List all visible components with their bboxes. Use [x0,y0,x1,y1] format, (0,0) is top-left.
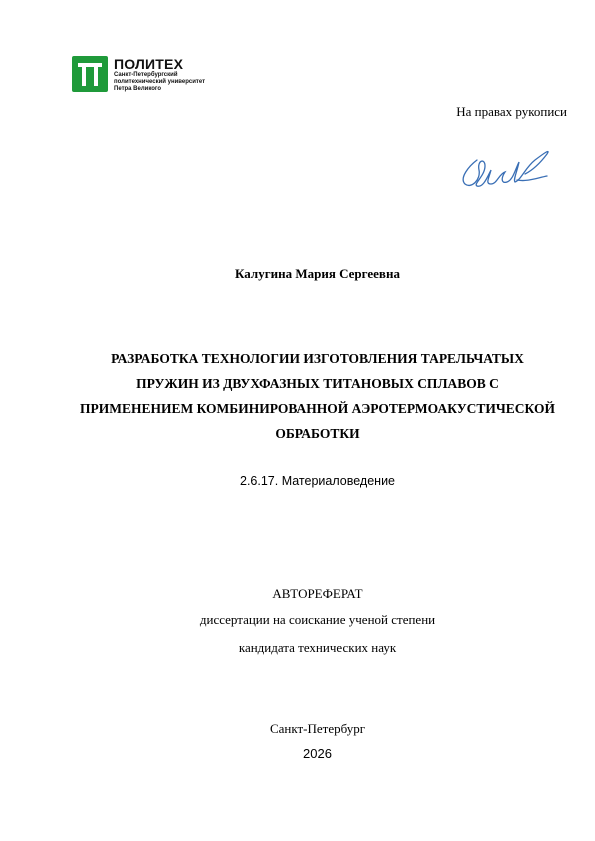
rights-note: На правах рукописи [456,104,567,119]
title-line: ОБРАБОТКИ [275,426,360,441]
logo-subtitle [114,72,224,93]
academic-degree: кандидата технических наук [238,640,397,655]
dissertation-title [40,346,595,446]
city: Санкт-Петербург [269,721,366,736]
logo-subtitle-line: политехнический университет [114,79,206,85]
year: 2026 [303,746,332,761]
handwritten-signature [455,140,555,195]
author-name: Калугина Мария Сергеевна [235,266,400,281]
specialty-code: 2.6.17. Материаловедение [240,474,395,488]
title-line: ПРУЖИН ИЗ ДВУХФАЗНЫХ ТИТАНОВЫХ СПЛАВОВ С [136,376,499,391]
document-purpose: диссертации на соискание ученой степени [199,612,436,627]
polytech-pi-icon [72,56,108,92]
title-line: ПРИМЕНЕНИЕМ КОМБИНИРОВАННОЙ АЭРОТЕРМОАКУСТИЧЕСКОЙ [79,401,556,416]
university-logo [72,56,222,96]
logo-name: ПОЛИТЕХ [114,56,184,72]
document-type: АВТОРЕФЕРАТ [272,586,363,601]
title-line: РАЗРАБОТКА ТЕХНОЛОГИИ ИЗГОТОВЛЕНИЯ ТАРЕЛЬЧАТЫХ [111,351,524,366]
logo-subtitle-line: Петра Великого [114,86,162,92]
logo-subtitle-line: Санкт-Петербургский [114,72,178,78]
